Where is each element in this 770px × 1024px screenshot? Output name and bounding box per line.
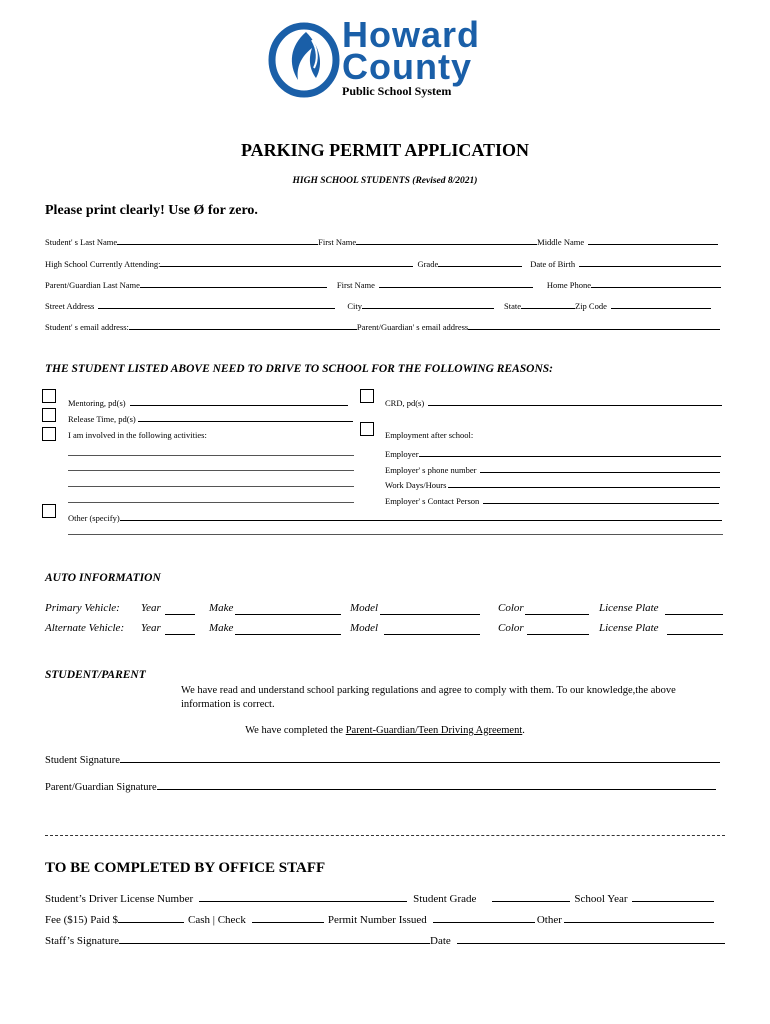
staff-date-label: Date [430,935,451,947]
primary-plate-label: License Plate [599,602,659,614]
license-label: Student’s Driver License Number [45,893,194,905]
logo-subtitle: Public School System [342,84,452,98]
alternate-vehicle-label: Alternate Vehicle: [45,622,125,634]
middle-name-field[interactable] [588,234,718,245]
activity-line-2[interactable] [68,470,354,471]
crd-field[interactable] [428,395,722,406]
last-name-label: Student' s Last Name [45,237,118,247]
alternate-color-field[interactable] [527,624,589,635]
employer-phone-label: Employer' s phone number [385,465,477,475]
primary-model-label: Model [350,602,379,614]
reasons-heading: THE STUDENT LISTED ABOVE NEED TO DRIVE TO SCHOOL FOR THE FOLLOWING REASONS: [45,363,553,375]
agreement-prefix: We have completed the [245,725,346,736]
student-signature-row [45,752,720,766]
auto-heading: AUTO INFORMATION [45,572,161,584]
alternate-plate-label: License Plate [599,622,659,634]
staff-date-field[interactable] [457,933,725,944]
guardian-first-field[interactable] [379,277,533,288]
home-phone-label: Home Phone [546,280,592,290]
alternate-model-label: Model [350,622,379,634]
other-fee-label: Other [536,914,562,926]
activities-checkbox[interactable] [42,427,56,441]
home-phone-field[interactable] [591,277,721,288]
employer-phone-row [385,462,720,475]
activity-line-3[interactable] [68,486,354,487]
staff-signature-row [45,933,725,947]
zip-field[interactable] [611,298,711,309]
employer-contact-label: Employer' s Contact Person [385,496,480,506]
guardian-first-label: First Name [336,280,375,290]
other-fee-field[interactable] [564,912,714,923]
staff-signature-field[interactable] [119,933,430,944]
employment-label: Employment after school: [385,430,474,440]
dob-field[interactable] [579,256,721,267]
guardian-last-field[interactable] [140,277,327,288]
guardian-last-label: Parent/Guardian Last Name [45,280,140,290]
office-heading: TO BE COMPLETED BY OFFICE STAFF [45,860,326,876]
cash-check-label: Cash | Check [188,914,246,926]
parent-signature-label: Parent/Guardian Signature [45,782,157,793]
employment-checkbox[interactable] [360,422,374,436]
permit-field[interactable] [433,912,535,923]
agreement-statement: We have read and understand school parking regulations and agree to comply with them. To our knowledge,the above information is correct. [181,685,676,710]
middle-name-label: Middle Name [537,237,585,247]
work-days-label: Work Days/Hours [385,480,447,490]
street-field[interactable] [98,298,335,309]
release-field[interactable] [138,411,353,422]
parent-signature-field[interactable] [157,779,716,790]
work-days-row [385,477,720,490]
school-field[interactable] [160,256,413,267]
staff-grade-field[interactable] [492,891,570,902]
student-parent-heading: STUDENT/PARENT [45,669,146,681]
primary-year-label: Year [141,602,161,614]
license-field[interactable] [199,891,407,902]
city-field[interactable] [362,298,494,309]
mentoring-label: Mentoring, pd(s) [68,398,126,408]
dob-label: Date of Birth [530,259,576,269]
page-title: PARKING PERMIT APPLICATION [240,140,530,160]
school-label: High School Currently Attending: [45,259,161,269]
page-subtitle: HIGH SCHOOL STUDENTS (Revised 8/2021) [292,176,478,186]
staff-grade-label: Student Grade [413,893,477,905]
release-checkbox[interactable] [42,408,56,422]
instruction: Please print clearly! Use Ø for zero. [45,203,258,218]
mentoring-row [68,395,348,408]
work-days-field[interactable] [448,477,720,488]
primary-vehicle-label: Primary Vehicle: [45,602,120,614]
employer-label: Employer [385,449,419,459]
release-label: Release Time, pd(s) [68,414,136,424]
cash-check-field[interactable] [252,912,324,923]
mentoring-checkbox[interactable] [42,389,56,403]
alternate-make-field[interactable] [235,624,341,635]
primary-color-field[interactable] [525,604,589,615]
alternate-year-label: Year [141,622,161,634]
guardian-email-field[interactable] [468,319,720,330]
logo-county: County [342,46,472,87]
employer-contact-row [385,493,719,506]
alternate-year-field[interactable] [165,624,195,635]
city-label: City [347,301,362,311]
first-name-label: First Name [318,237,357,247]
crd-checkbox[interactable] [360,389,374,403]
student-email-label: Student' s email address: [45,322,129,332]
street-label: Street Address [45,301,95,311]
agreement-suffix: . [522,725,525,736]
guardian-email-label: Parent/Guardian' s email address [356,322,469,332]
agreement-line [0,725,770,736]
parent-signature-row [45,779,716,793]
staff-signature-label: Staff’s Signature [45,935,120,947]
fee-row [45,912,714,926]
other-line-2[interactable] [68,534,723,535]
fee-label: Fee ($15) Paid $ [45,914,119,926]
zip-label: Zip Code [575,301,607,311]
last-name-field[interactable] [117,234,318,245]
alternate-model-field[interactable] [384,624,480,635]
primary-make-label: Make [209,602,234,614]
logo-flame-icon [268,20,340,98]
agreement-link[interactable]: Parent-Guardian/Teen Driving Agreement [345,725,523,736]
other-checkbox[interactable] [42,504,56,518]
activity-line-4[interactable] [68,502,354,503]
row-guardian [45,277,721,290]
logo-howard: Howard [342,14,481,55]
grade-field[interactable] [438,256,522,267]
alternate-make-label: Make [209,622,234,634]
student-signature-field[interactable] [120,752,720,763]
fee-field[interactable] [118,912,184,923]
other-label: Other (specify) [68,513,120,523]
school-year-label: School Year [574,893,628,905]
crd-row [385,395,722,408]
employer-row [385,446,721,459]
student-email-field[interactable] [129,319,357,330]
mentoring-field[interactable] [130,395,348,406]
primary-year-field[interactable] [165,604,195,615]
row-school [45,256,721,269]
first-name-field[interactable] [356,234,537,245]
activities-label: I am involved in the following activities: [68,430,207,440]
employer-phone-field[interactable] [480,462,720,473]
employer-field[interactable] [419,446,721,457]
row-address [45,298,711,311]
state-field[interactable] [521,298,575,309]
primary-color-label: Color [498,602,524,614]
logo [268,14,513,100]
primary-make-field[interactable] [235,604,341,615]
employer-contact-field[interactable] [483,493,719,504]
activity-line-1[interactable] [68,455,354,456]
school-year-field[interactable] [632,891,714,902]
alternate-color-label: Color [498,622,524,634]
row-names [45,234,718,247]
primary-model-field[interactable] [380,604,480,615]
release-row [68,411,353,424]
permit-label: Permit Number Issued [327,914,427,926]
primary-plate-field[interactable] [665,604,723,615]
other-row [68,510,722,523]
license-row [45,891,714,905]
grade-label: Grade [417,259,439,269]
separator [45,835,725,836]
row-email [45,319,720,332]
alternate-plate-field[interactable] [667,624,723,635]
state-label: State [504,301,521,311]
student-signature-label: Student Signature [45,755,120,766]
crd-label: CRD, pd(s) [385,398,425,408]
other-field[interactable] [120,510,722,521]
